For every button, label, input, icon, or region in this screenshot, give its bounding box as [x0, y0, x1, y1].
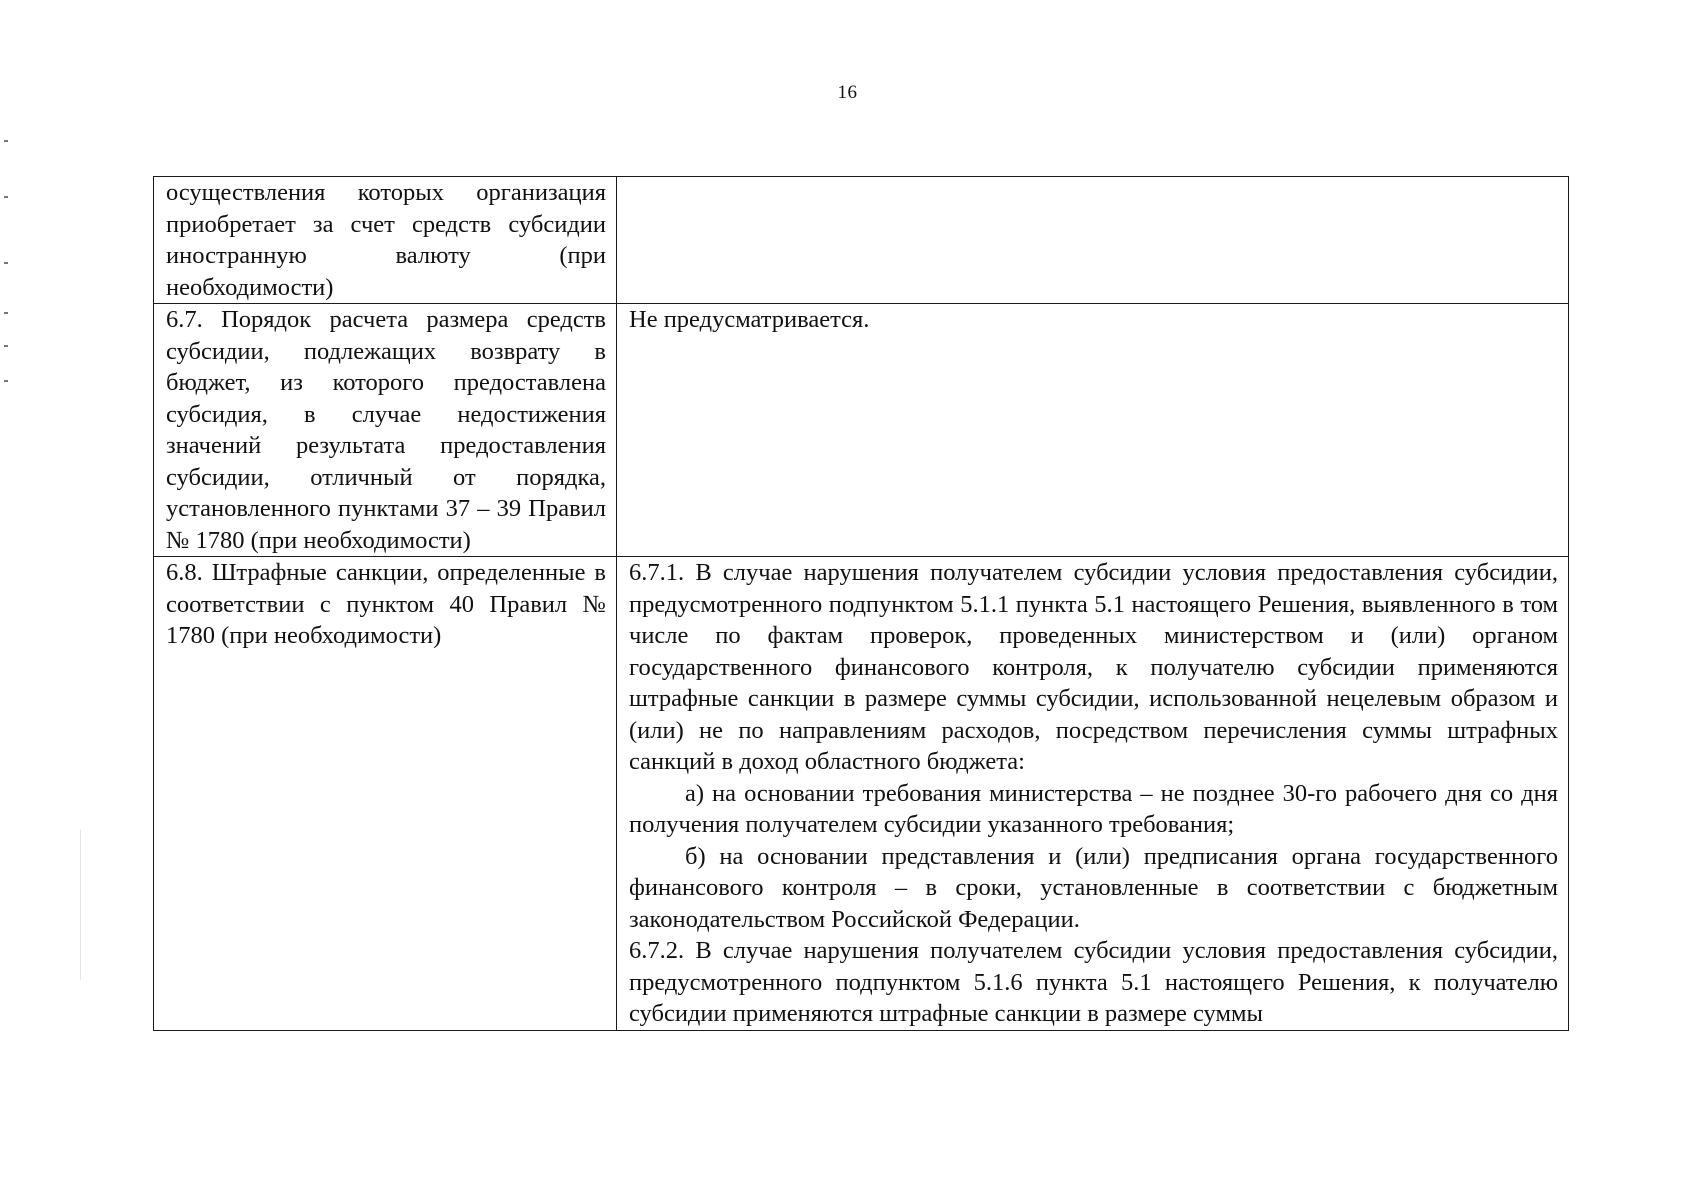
page-number: 16: [837, 82, 858, 103]
scan-margin-mark: [4, 196, 8, 198]
row-value-cell: [617, 304, 1569, 557]
penalty-paragraph-6-7-2: 6.7.2. В случае нарушения получателем субсидии условия предоставления субсидии, предусмотренного подпунктом 5.1.6 пункта 5.1 настоящего Решения, к получателю субсидии применяются штрафные санкции в размере суммы: [629, 937, 1558, 1027]
scan-margin-line: [80, 830, 81, 980]
table-row: [154, 557, 1569, 1031]
penalty-subitem-a: а) на основании требования министерства – не позднее 30-го рабочего дня со дня получения получателем субсидии указанного требования;: [629, 779, 1558, 838]
row-value-text: Не предусматривается.: [629, 306, 870, 333]
scan-margin-mark: [4, 262, 8, 264]
row-label-text: осуществления которых организация приобретает за счет средств субсидии иностранную валюту (при необходимости): [166, 179, 606, 301]
conditions-table: [153, 176, 1569, 1031]
scan-margin-mark: [4, 312, 8, 314]
scan-margin-mark: [4, 345, 8, 347]
penalty-paragraph-6-7-1: 6.7.1. В случае нарушения получателем субсидии условия предоставления субсидии, предусмотренного подпунктом 5.1.1 пункта 5.1 настоящего Решения, выявленного в том числе по фактам проверок, проведенных министерством и (или) органом государственного финансового контроля, к получателю субсидии применяются штрафные санкции в размере суммы субсидии, использованной нецелевым образом и (или) не по направлениям расходов, посредством перечисления суммы штрафных санкций в доход областного бюджета:: [629, 559, 1558, 775]
scan-margin-mark: [4, 380, 8, 382]
scan-margin-mark: [4, 140, 8, 142]
row-value-cell: [617, 177, 1569, 304]
table-row: [154, 177, 1569, 304]
row-label-text: 6.8. Штрафные санкции, определенные в соответствии с пунктом 40 Правил № 1780 (при необходимости): [166, 559, 606, 649]
row-label-cell: [154, 557, 617, 1031]
row-value-cell: [617, 557, 1569, 1031]
penalty-subitem-b: б) на основании представления и (или) предписания органа государственного финансового контроля – в сроки, установленные в соответствии с бюджетным законодательством Российской Федерации.: [629, 842, 1558, 933]
row-label-cell: [154, 304, 617, 557]
table-row: [154, 304, 1569, 557]
row-label-text: 6.7. Порядок расчета размера средств субсидии, подлежащих возврату в бюджет, из которого предоставлена субсидия, в случае недостижения значений результата предоставления субсидии, отличный от порядка, установленного пунктами 37 – 39 Правил № 1780 (при необходимости): [166, 306, 606, 554]
row-label-cell: [154, 177, 617, 304]
